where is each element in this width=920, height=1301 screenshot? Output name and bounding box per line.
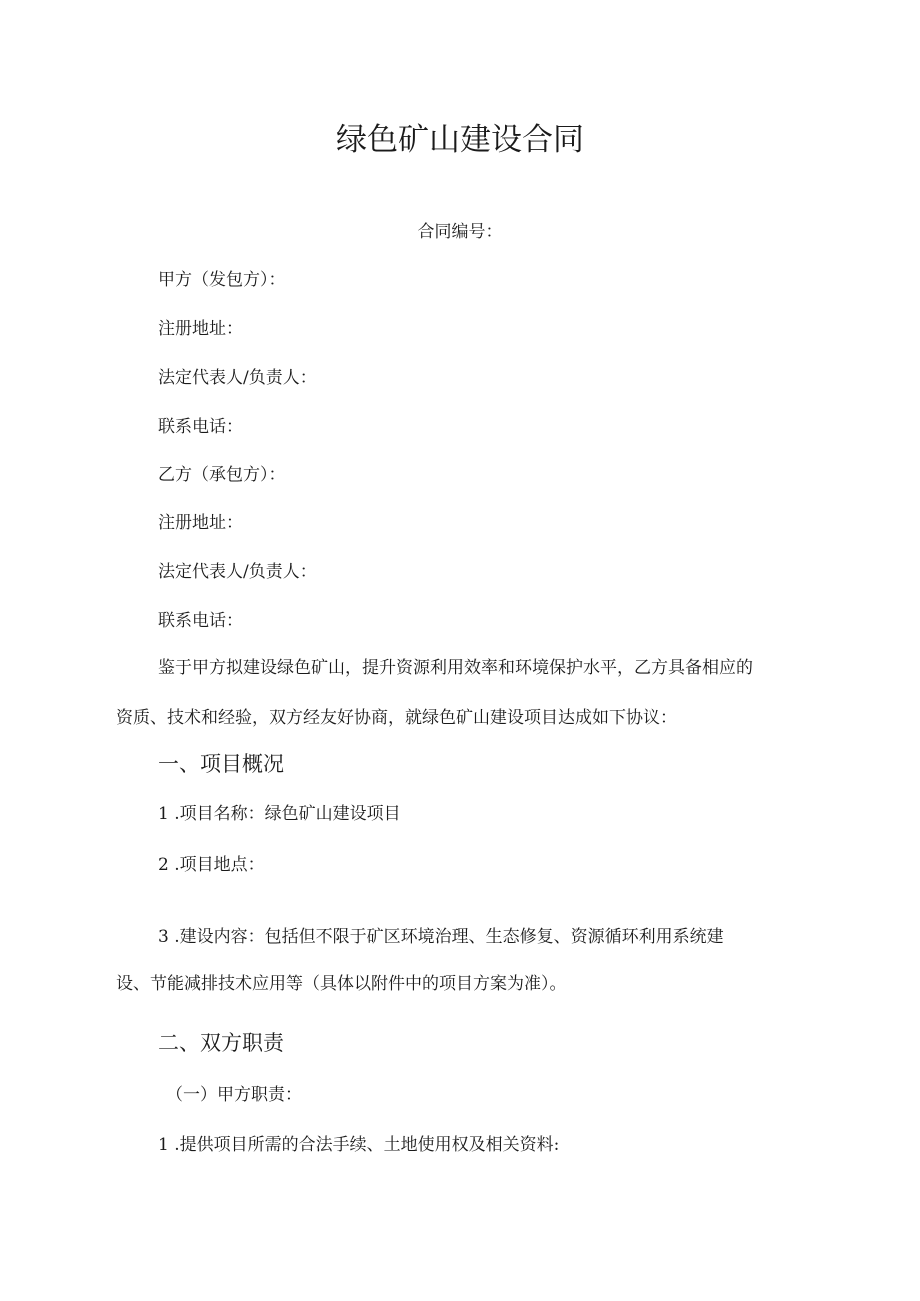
- preamble-line-2: 资质、技术和经验，双方经友好协商，就绿色矿山建设项目达成如下协议：: [116, 708, 677, 728]
- party-a-label: 甲方（发包方）：: [158, 270, 286, 290]
- party-a-phone-label: 联系电话：: [158, 417, 243, 437]
- party-b-representative-label: 法定代表人/负责人：: [158, 562, 317, 582]
- party-a-representative-label: 法定代表人/负责人：: [158, 368, 317, 388]
- document-title: 绿色矿山建设合同: [336, 122, 584, 158]
- party-b-label: 乙方（承包方）：: [158, 465, 286, 485]
- section-1-item-2: 2 .项目地点：: [158, 855, 265, 875]
- section-2-subsection-1: （一）甲方职责：: [166, 1085, 302, 1105]
- party-a-address-label: 注册地址：: [158, 319, 243, 339]
- preamble-line-1: 鉴于甲方拟建设绿色矿山，提升资源利用效率和环境保护水平，乙方具备相应的: [158, 658, 753, 678]
- section-1-item-3-line-2: 设、节能减排技术应用等（具体以附件中的项目方案为准）。: [116, 974, 567, 994]
- section-2-heading: 二、双方职责: [158, 1031, 284, 1055]
- party-b-phone-label: 联系电话：: [158, 611, 243, 631]
- section-1-heading: 一、项目概况: [158, 752, 284, 776]
- section-1-item-1: 1 .项目名称：绿色矿山建设项目: [158, 804, 401, 824]
- section-2-item-1: 1 .提供项目所需的合法手续、土地使用权及相关资料:: [158, 1135, 560, 1155]
- party-b-address-label: 注册地址：: [158, 513, 243, 533]
- section-1-item-3-line-1: 3 .建设内容：包括但不限于矿区环境治理、生态修复、资源循环利用系统建: [158, 927, 724, 947]
- contract-number-label: 合同编号：: [417, 222, 503, 242]
